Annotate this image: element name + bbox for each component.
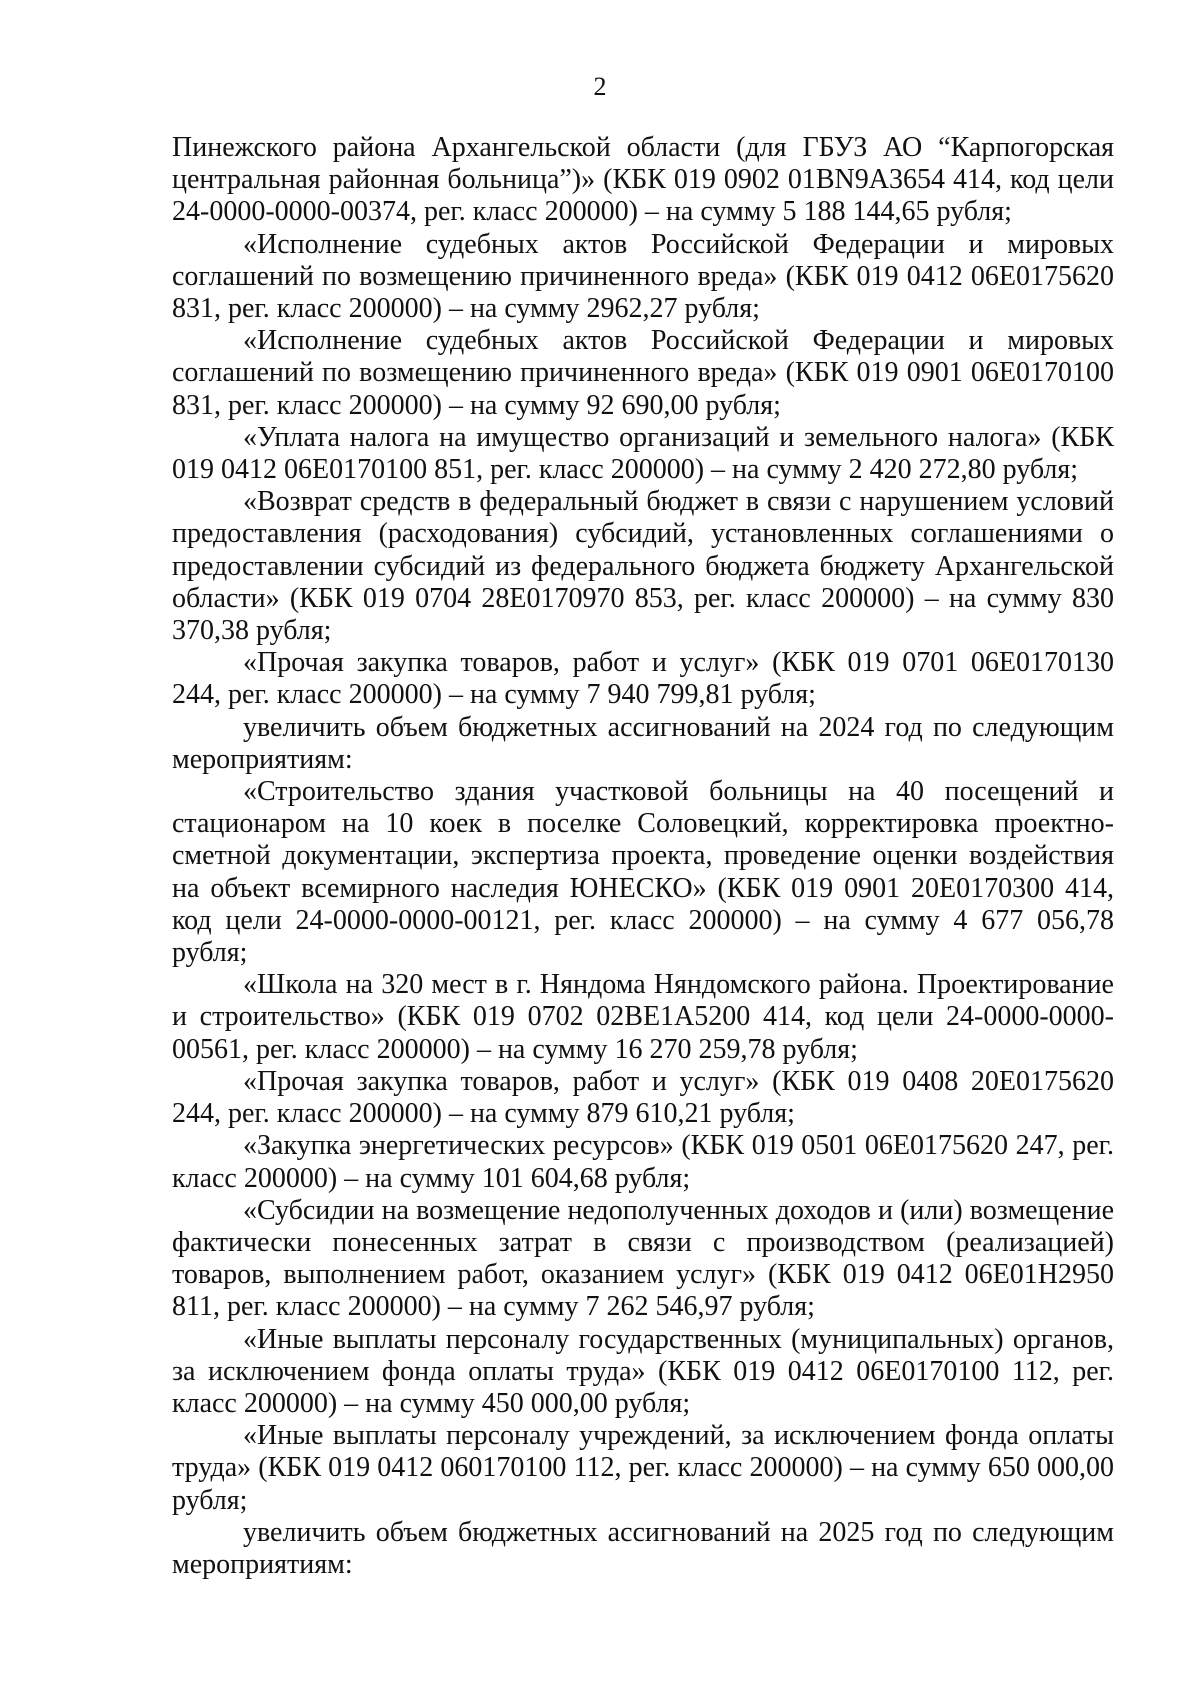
paragraph: «Исполнение судебных актов Российской Федерации и мировых соглашений по возмещению причиненного вреда» (КБК 019 0412 06Е0175620 831, рег. класс 200000) – на сумму 2962,27 рубля; xyxy=(172,228,1114,325)
paragraph: «Уплата налога на имущество организаций и земельного налога» (КБК 019 0412 06Е0170100 851, рег. класс 200000) – на сумму 2 420 272,80 рубля; xyxy=(172,421,1114,486)
document-body xyxy=(172,132,1114,1581)
paragraph: «Исполнение судебных актов Российской Федерации и мировых соглашений по возмещению причиненного вреда» (КБК 019 0901 06Е0170100 831, рег. класс 200000) – на сумму 92 690,00 рубля; xyxy=(172,325,1114,421)
page-number: 2 xyxy=(593,72,607,101)
paragraph: «Прочая закупка товаров, работ и услуг» (КБК 019 0408 20Е0175620 244, рег. класс 200000) – на сумму 879 610,21 рубля; xyxy=(172,1065,1114,1130)
paragraph: «Строительство здания участковой больницы на 40 посещений и стационаром на 10 коек в поселке Соловецкий, корректировка проектно-сметной документации, экспертиза проекта, проведение оценки воздействия на объект всемирного наследия ЮНЕСКО» (КБК 019 0901 20Е0170300 414, код цели 24-0000-0000-00121, рег. класс 200000) – на сумму 4 677 056,78 рубля; xyxy=(172,776,1114,969)
paragraph: «Иные выплаты персоналу учреждений, за исключением фонда оплаты труда» (КБК 019 0412 060170100 112, рег. класс 200000) – на сумму 650 000,00 рубля; xyxy=(172,1420,1114,1516)
paragraph: увеличить объем бюджетных ассигнований на 2025 год по следующим мероприятиям: xyxy=(172,1516,1114,1580)
paragraph: увеличить объем бюджетных ассигнований на 2024 год по следующим мероприятиям: xyxy=(172,711,1114,775)
paragraph: Пинежского района Архангельской области (для ГБУЗ АО “Карпогорская центральная районная больница”)» (КБК 019 0902 01BN9A3654 414, код цели 24-0000-0000-00374, рег. класс 200000) – на сумму 5 188 144,65 рубля; xyxy=(172,132,1114,228)
paragraph: «Возврат средств в федеральный бюджет в связи с нарушением условий предоставления (расходования) субсидий, установленных соглашениями о предоставлении субсидий из федерального бюджета бюджету Архангельской области» (КБК 019 0704 28Е0170970 853, рег. класс 200000) – на сумму 830 370,38 рубля; xyxy=(172,486,1114,647)
paragraph: «Иные выплаты персоналу государственных (муниципальных) органов, за исключением фонда оплаты труда» (КБК 019 0412 06Е0170100 112, рег. класс 200000) – на сумму 450 000,00 рубля; xyxy=(172,1323,1114,1419)
paragraph: «Школа на 320 мест в г. Няндома Няндомского района. Проектирование и строительство» (КБК 019 0702 02ВЕ1А5200 414, код цели 24-0000-0000-00561, рег. класс 200000) – на сумму 16 270 259,78 рубля; xyxy=(172,969,1114,1065)
paragraph: «Субсидии на возмещение недополученных доходов и (или) возмещение фактически понесенных затрат в связи с производством (реализацией) товаров, выполнением работ, оказанием услуг» (КБК 019 0412 06Е01Н2950 811, рег. класс 200000) – на сумму 7 262 546,97 рубля; xyxy=(172,1194,1114,1323)
paragraph: «Прочая закупка товаров, работ и услуг» (КБК 019 0701 06Е0170130 244, рег. класс 200000) – на сумму 7 940 799,81 рубля; xyxy=(172,647,1114,711)
paragraph: «Закупка энергетических ресурсов» (КБК 019 0501 06Е0175620 247, рег. класс 200000) – на сумму 101 604,68 рубля; xyxy=(172,1130,1114,1194)
